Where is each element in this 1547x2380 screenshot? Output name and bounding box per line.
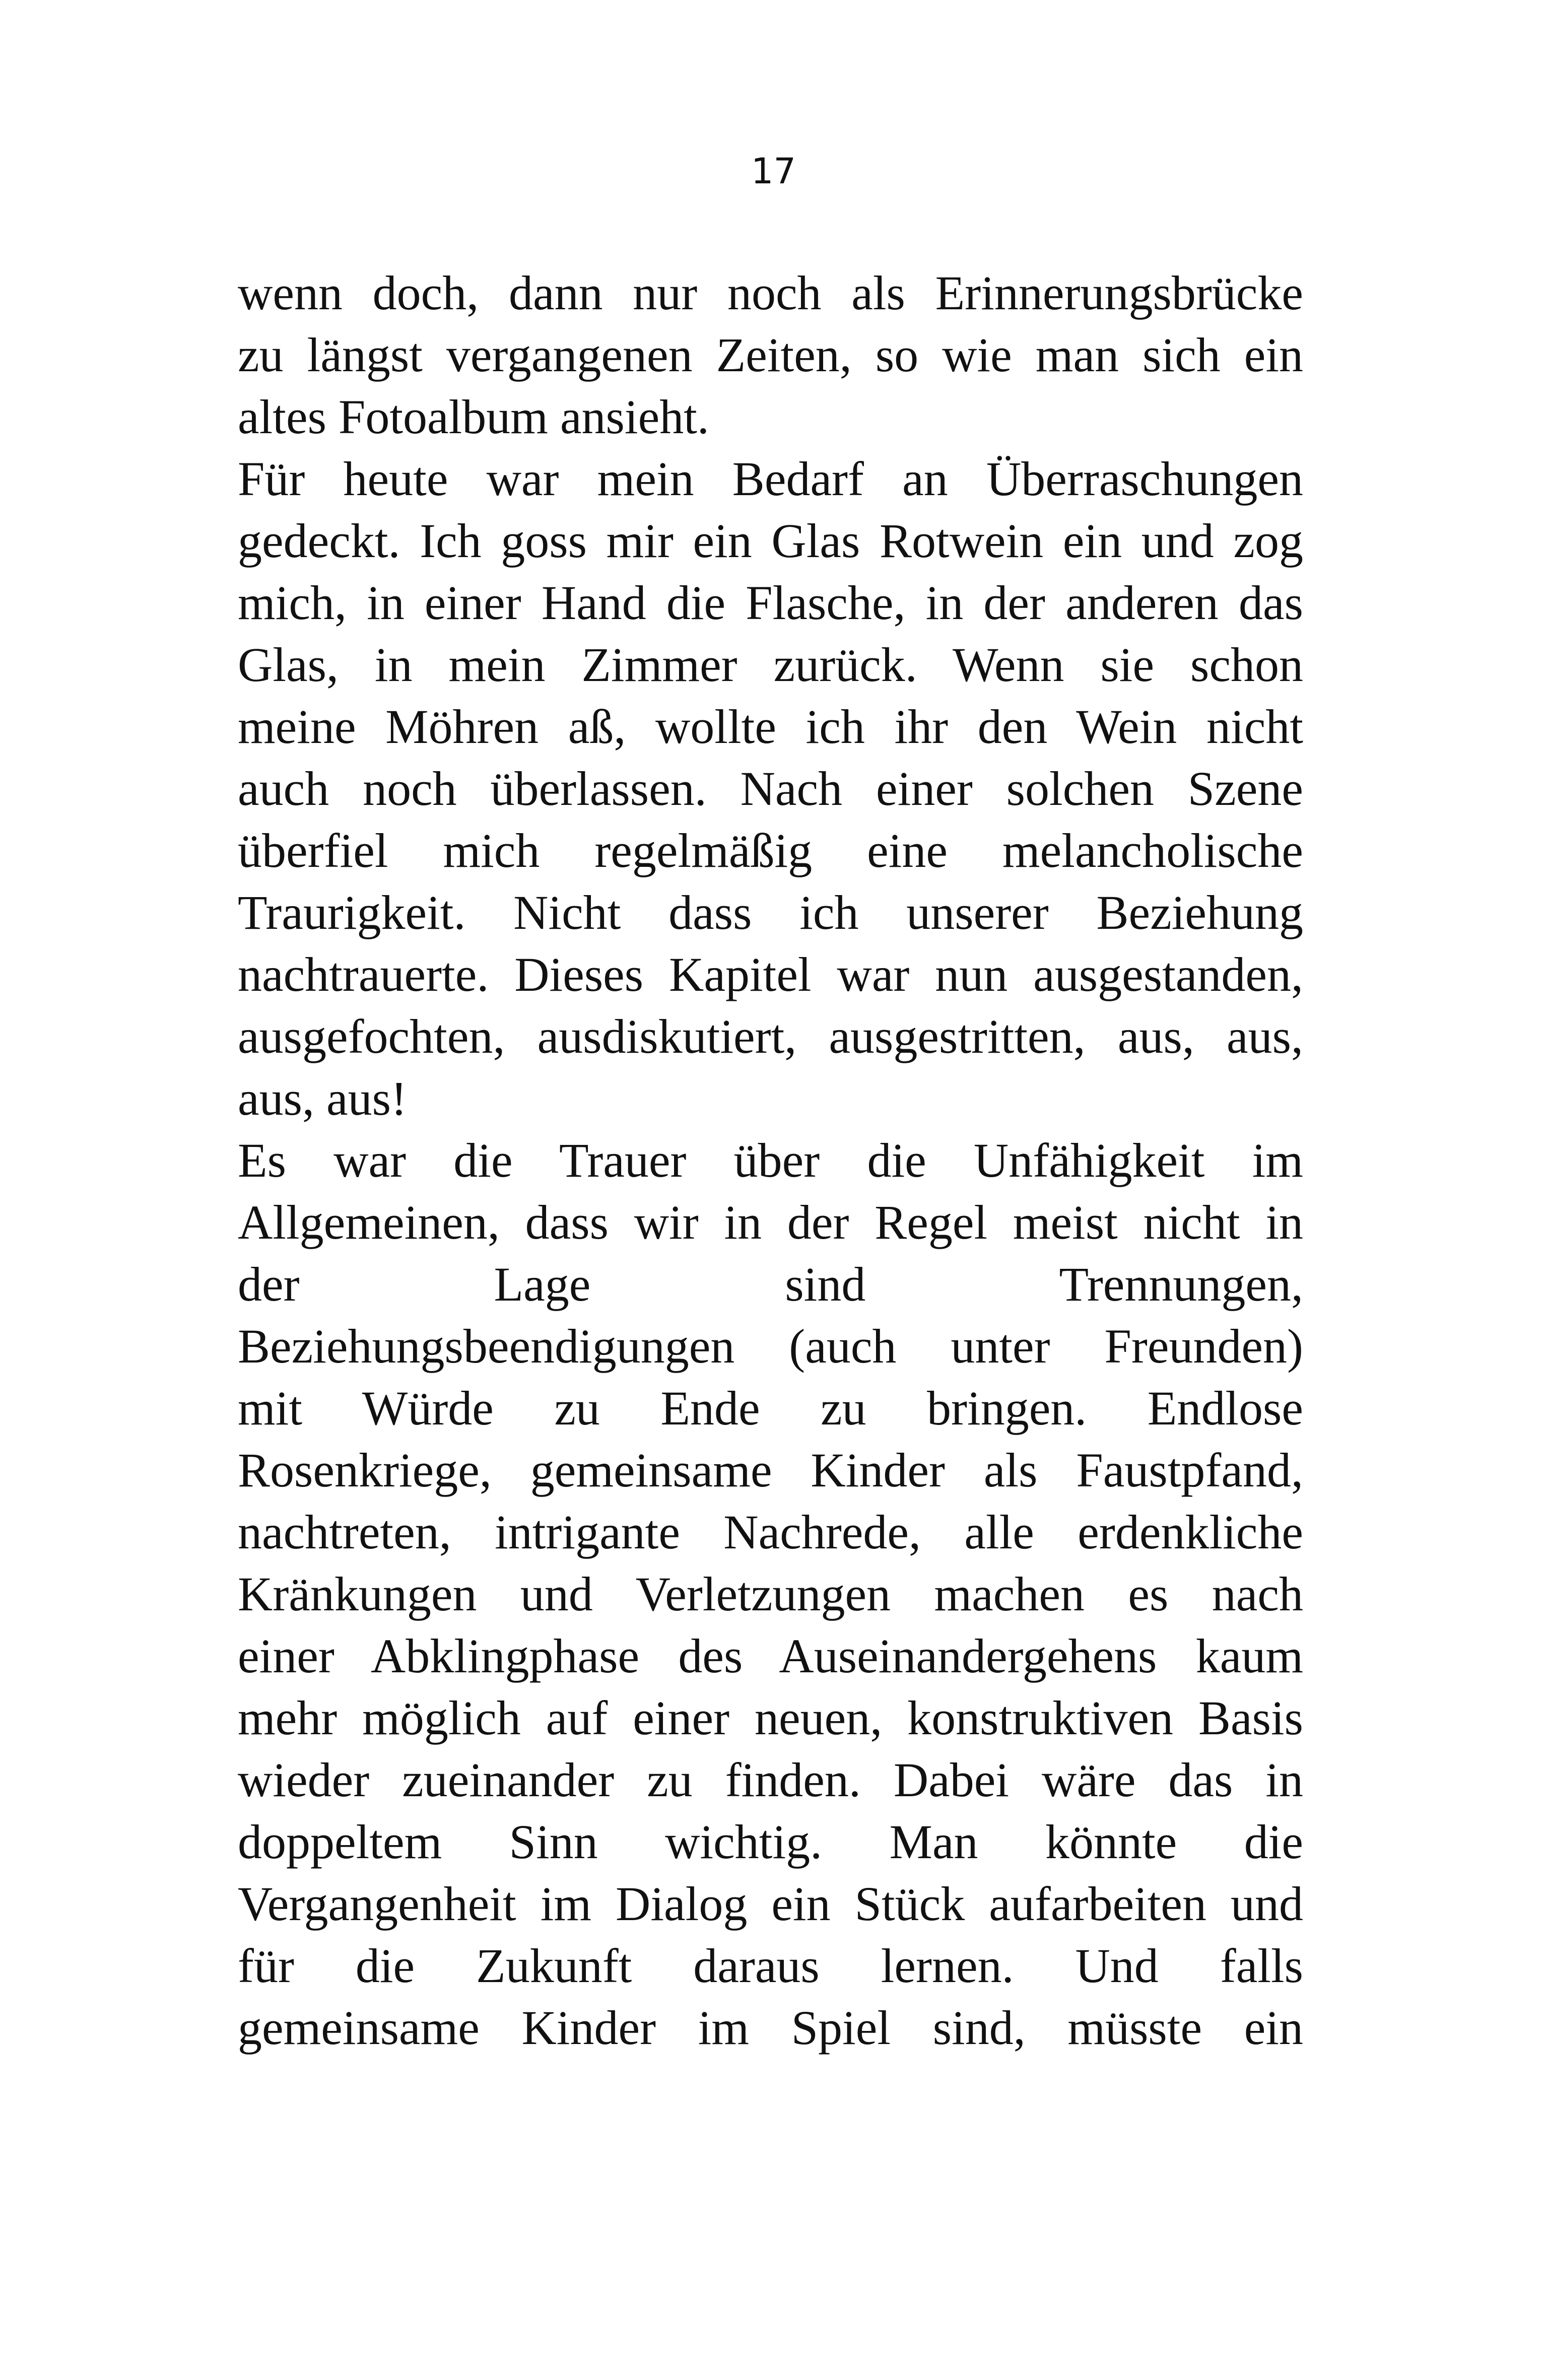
text-line: Glas, in mein Zimmer zurück. Wenn sie schon <box>238 638 1303 692</box>
text-line: wenn doch, dann nur noch als Erinnerungsbrücke <box>238 266 1303 320</box>
text-line: Vergangenheit im Dialog ein Stück aufarbeiten und <box>238 1877 1303 1931</box>
text-line: Kränkungen und Verletzungen machen es nach <box>238 1567 1303 1621</box>
text-line: Rosenkriege, gemeinsame Kinder als Faustpfand, <box>238 1443 1303 1497</box>
text-line: für die Zukunft daraus lernen. Und falls <box>238 1939 1303 1993</box>
text-line: nachtreten, intrigante Nachrede, alle erdenkliche <box>238 1505 1303 1559</box>
text-line: nachtrauerte. Dieses Kapitel war nun ausgestanden, <box>238 947 1303 1001</box>
text-line: meine Möhren aß, wollte ich ihr den Wein nicht <box>238 700 1303 754</box>
text-line: der Lage sind Trennungen, <box>238 1257 1303 1311</box>
text-line: einer Abklingphase des Auseinandergehens kaum <box>238 1629 1303 1683</box>
text-line: gemeinsame Kinder im Spiel sind, müsste ein <box>238 2001 1303 2055</box>
text-line: mit Würde zu Ende zu bringen. Endlose <box>238 1381 1303 1435</box>
text-line: überfiel mich regelmäßig eine melancholische <box>238 824 1303 877</box>
text-line: wieder zueinander zu finden. Dabei wäre das in <box>238 1753 1303 1807</box>
text-line: doppeltem Sinn wichtig. Man könnte die <box>238 1815 1303 1869</box>
page-number: 17 <box>751 151 796 192</box>
text-line: Traurigkeit. Nicht dass ich unserer Beziehung <box>238 886 1303 939</box>
text-line: ausgefochten, ausdiskutiert, ausgestritten, aus, aus, <box>238 1009 1303 1063</box>
text-line: Beziehungsbeendigungen (auch unter Freunden) <box>238 1319 1303 1373</box>
text-line: Es war die Trauer über die Unfähigkeit im <box>238 1133 1303 1187</box>
text-line: Für heute war mein Bedarf an Überraschungen <box>238 452 1303 506</box>
text-line: mich, in einer Hand die Flasche, in der anderen das <box>238 576 1303 630</box>
text-line: mehr möglich auf einer neuen, konstruktiven Basis <box>238 1691 1303 1745</box>
text-line: gedeckt. Ich goss mir ein Glas Rotwein ein und zog <box>238 514 1303 568</box>
text-line: aus, aus! <box>238 1071 407 1125</box>
text-line: zu längst vergangenen Zeiten, so wie man sich ein <box>238 328 1303 382</box>
text-line: altes Fotoalbum ansieht. <box>238 390 709 444</box>
text-line: auch noch überlassen. Nach einer solchen Szene <box>238 762 1303 815</box>
text-line: Allgemeinen, dass wir in der Regel meist nicht in <box>238 1195 1303 1249</box>
body-text <box>238 262 1303 2059</box>
